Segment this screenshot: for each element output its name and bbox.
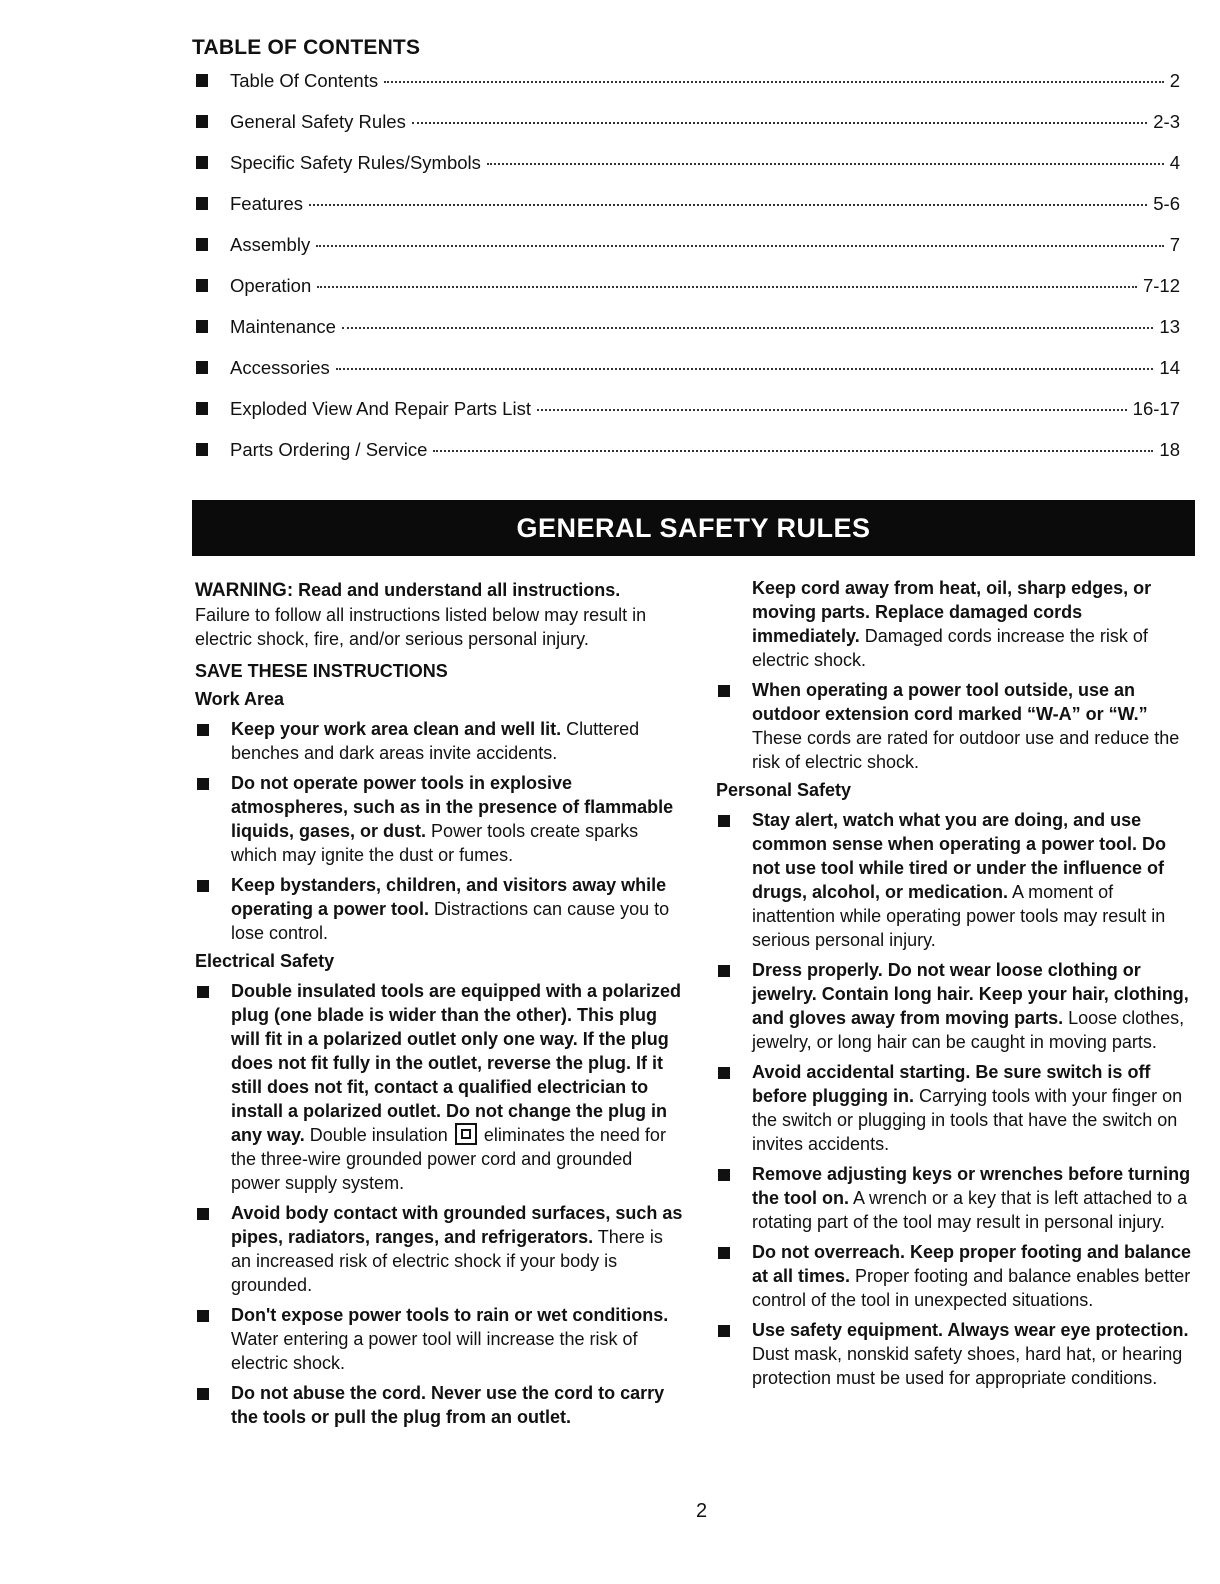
safety-rule: Keep your work area clean and well lit. Cluttered benches and dark areas invite accidents. [195,717,685,765]
square-bullet-icon [196,320,208,333]
safety-rule: Keep bystanders, children, and visitors away while operating a power tool. Distractions can cause you to lose control. [195,873,685,945]
page-number: 2 [696,1500,708,1522]
warning-label: WARNING: [195,580,294,601]
toc-item: Assembly 7 [192,234,1180,275]
square-bullet-icon [196,443,208,456]
square-bullet-icon [196,74,208,87]
work-area-heading: Work Area [195,689,285,709]
toc-item: Features 5-6 [192,193,1180,234]
safety-rule: Dress properly. Do not wear loose clothing or jewelry. Contain long hair. Keep your hair, clothing, and gloves away from moving parts. Loose clothes, jewelry, or long hair can be caught in moving parts. [716,958,1194,1054]
toc-heading: TABLE OF CONTENTS [192,36,421,59]
safety-rule: Do not abuse the cord. Never use the cord to carry the tools or pull the plug from an outlet. [195,1381,685,1429]
square-bullet-icon [197,1310,209,1322]
square-bullet-icon [196,238,208,251]
square-bullet-icon [197,1388,209,1400]
toc-item: General Safety Rules 2-3 [192,111,1180,152]
safety-rule: Avoid body contact with grounded surfaces, such as pipes, radiators, ranges, and refrigerators. There is an increased risk of electric shock if your body is grounded. [195,1201,685,1297]
square-bullet-icon [718,685,730,697]
section-banner [192,500,1195,556]
warning-block [195,578,685,651]
square-bullet-icon [718,815,730,827]
safety-rule: Double insulated tools are equipped with a polarized plug (one blade is wider than the other). This plug will fit in a polarized outlet only one way. If the plug does not fit fully in the outlet, reverse the plug. If it still does not fit, contact a qualified electrician to install a polarized outlet. Do not change the plug in any way. Double insulation eliminates the need for the three-wire grounded power cord and grounded power supply system. [195,979,685,1195]
toc-item: Operation 7-12 [192,275,1180,316]
square-bullet-icon [197,724,209,736]
safety-rule: Do not operate power tools in explosive atmospheres, such as in the presence of flammable liquids, gases, or dust. Power tools create sparks which may ignite the dust or fumes. [195,771,685,867]
warning-bold: Read and understand all instructions. [293,580,621,600]
electrical-safety-heading: Electrical Safety [195,951,335,971]
warning-text: Failure to follow all instructions listed below may result in electric shock, fire, and/or serious personal injury. [195,605,647,649]
toc-item: Parts Ordering / Service 18 [192,439,1180,480]
square-bullet-icon [196,402,208,415]
table-of-contents [192,36,1180,480]
square-bullet-icon [718,1067,730,1079]
right-column [716,576,1194,1390]
safety-rule: Remove adjusting keys or wrenches before turning the tool on. A wrench or a key that is left attached to a rotating part of the tool may result in personal injury. [716,1162,1194,1234]
square-bullet-icon [196,279,208,292]
square-bullet-icon [718,1325,730,1337]
square-bullet-icon [197,880,209,892]
safety-rule: Stay alert, watch what you are doing, and use common sense when operating a power tool. Do not use tool while tired or under the influence of drugs, alcohol, or medication. A moment of inattention while operating power tools may result in serious personal injury. [716,808,1194,952]
save-instructions: SAVE THESE INSTRUCTIONS [195,661,448,681]
toc-item: Maintenance 13 [192,316,1180,357]
safety-rule: Do not overreach. Keep proper footing and balance at all times. Proper footing and balance enables better control of the tool in unexpected situations. [716,1240,1194,1312]
toc-item: Exploded View And Repair Parts List 16-17 [192,398,1180,439]
toc-item: Specific Safety Rules/Symbols 4 [192,152,1180,193]
safety-rule: When operating a power tool outside, use an outdoor extension cord marked “W-A” or “W.” These cords are rated for outdoor use and reduce the risk of electric shock. [716,678,1194,774]
square-bullet-icon [718,1247,730,1259]
square-bullet-icon [196,361,208,374]
double-insulation-icon [455,1123,477,1145]
square-bullet-icon [196,115,208,128]
left-column [195,578,685,1429]
safety-rule: Use safety equipment. Always wear eye protection. Dust mask, nonskid safety shoes, hard hat, or hearing protection must be used for appropriate conditions. [716,1318,1194,1390]
square-bullet-icon [197,986,209,998]
square-bullet-icon [197,1208,209,1220]
safety-rule: Avoid accidental starting. Be sure switch is off before plugging in. Carrying tools with your finger on the switch or plugging in tools that have the switch on invites accidents. [716,1060,1194,1156]
banner-title: GENERAL SAFETY RULES [516,512,871,543]
toc-item: Table Of Contents 2 [192,70,1180,111]
square-bullet-icon [196,197,208,210]
square-bullet-icon [196,156,208,169]
personal-safety-heading: Personal Safety [716,780,852,800]
cord-rule-continued: Keep cord away from heat, oil, sharp edges, or moving parts. Replace damaged cords immediately. Damaged cords increase the risk of electric shock. [752,578,1152,670]
toc-item: Accessories 14 [192,357,1180,398]
safety-rule: Don't expose power tools to rain or wet conditions. Water entering a power tool will increase the risk of electric shock. [195,1303,685,1375]
square-bullet-icon [718,1169,730,1181]
square-bullet-icon [197,778,209,790]
square-bullet-icon [718,965,730,977]
